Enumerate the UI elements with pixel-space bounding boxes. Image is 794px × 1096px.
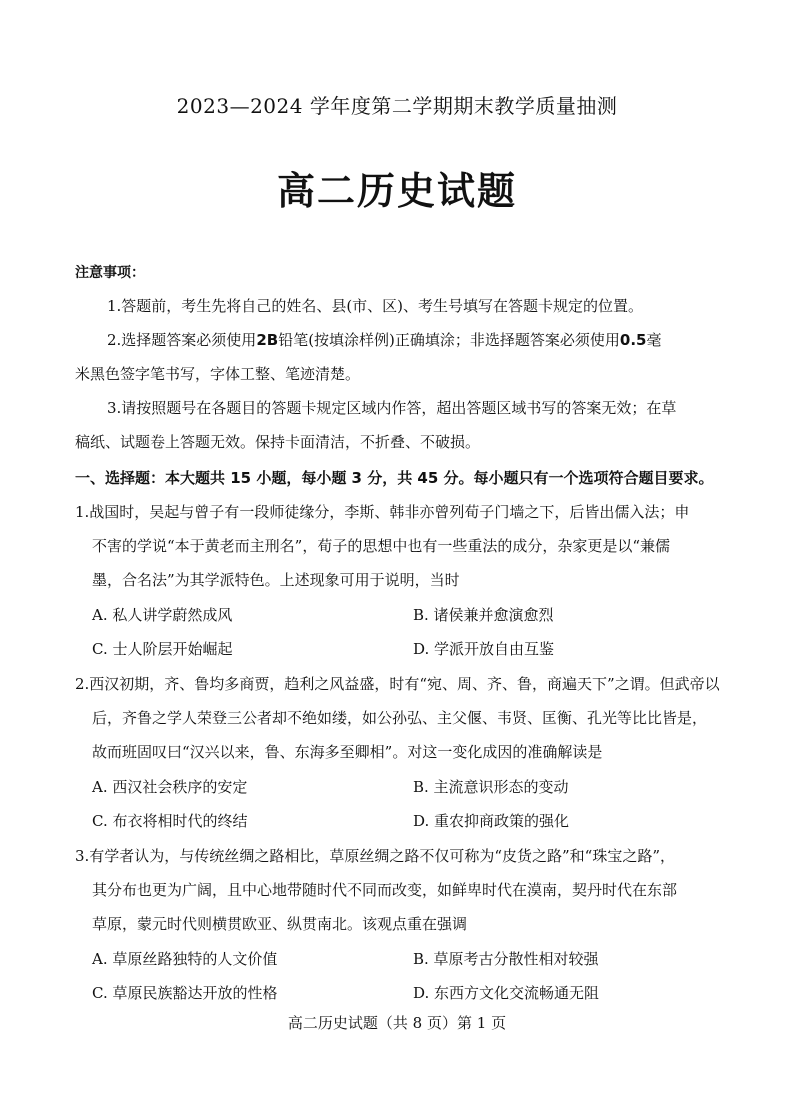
question-2-line-2: 后，齐鲁之学人荣登三公者却不绝如缕，如公孙弘、主父偃、韦贤、匡衡、孔光等比比皆是，	[92, 709, 708, 727]
question-3-option-c: C. 草原民族豁达开放的性格	[92, 984, 278, 1002]
notice-item-2	[107, 330, 662, 350]
question-3-option-b: B. 草原考古分散性相对较强	[413, 950, 599, 968]
question-2-option-d: D. 重农抑商政策的强化	[413, 812, 570, 830]
question-2-option-b: B. 主流意识形态的变动	[413, 778, 569, 796]
notice-heading: 注意事项：	[75, 265, 145, 281]
question-1-option-c: C. 士人阶层开始崛起	[92, 640, 233, 658]
question-2-line-1: 2.西汉初期，齐、鲁均多商贾，趋利之风益盛，时有“宛、周、齐、鲁，商遍天下”之谓。但武帝以	[75, 675, 720, 693]
question-3-option-d: D. 东西方文化交流畅通无阻	[413, 984, 600, 1002]
notice-item-3-line-2: 稿纸、试题卷上答题无效。保持卡面清洁，不折叠、不破损。	[75, 433, 481, 451]
question-1-option-b: B. 诸侯兼并愈演愈烈	[413, 606, 554, 624]
question-1-line-1: 1.战国时，吴起与曾子有一段师徒缘分，李斯、韩非亦曾列荀子门墙之下，后皆出儒入法；申	[75, 503, 690, 521]
notice-item-2-pencil: 2B	[256, 331, 279, 349]
page-footer: 高二历史试题（共 8 页）第 1 页	[287, 1014, 507, 1032]
notice-item-3: 3.请按照题号在各题目的答题卡规定区域内作答，超出答题区域书写的答案无效；在草	[107, 399, 677, 417]
question-3-line-2: 其分布也更为广阔，且中心地带随时代不同而改变，如鲜卑时代在漠南，契丹时代在东部	[92, 881, 678, 899]
notice-item-2-line-2: 米黑色签字笔书写，字体工整、笔迹清楚。	[75, 365, 361, 383]
question-1-option-d: D. 学派开放自由互鉴	[413, 640, 555, 658]
notice-item-2-part-a: 2.选择题答案必须使用	[107, 331, 257, 349]
question-2-option-c: C. 布衣将相时代的终结	[92, 812, 248, 830]
question-1-option-a: A. 私人讲学蔚然成风	[92, 606, 233, 624]
question-2-option-a: A. 西汉社会秩序的安定	[92, 778, 248, 796]
question-1-line-2: 不害的学说“本于黄老而主刑名”，荀子的思想中也有一些重法的成分，杂家更是以“兼儒	[92, 537, 671, 555]
exam-title: 高二历史试题	[276, 169, 517, 213]
notice-item-2-size: 0.5	[619, 331, 647, 349]
question-3-line-1: 3.有学者认为，与传统丝绸之路相比，草原丝绸之路不仅可称为“皮货之路”和“珠宝之路”，	[75, 847, 675, 865]
section-heading: 一、选择题：本大题共 15 小题，每小题 3 分，共 45 分。每小题只有一个选项符合题目要求。	[75, 469, 714, 487]
question-1-line-3: 墨，合名法”为其学派特色。上述现象可用于说明，当时	[92, 571, 460, 589]
notice-item-2-part-e: 毫	[646, 331, 662, 349]
question-3-option-a: A. 草原丝路独特的人文价值	[92, 950, 278, 968]
exam-header: 2023—2024 学年度第二学期期末教学质量抽测	[176, 94, 618, 118]
notice-item-2-part-c: 铅笔(按填涂样例)正确填涂；非选择题答案必须使用	[278, 331, 620, 349]
question-2-line-3: 故而班固叹曰“汉兴以来，鲁、东海多至卿相”。对这一变化成因的准确解读是	[92, 743, 603, 761]
notice-item-1: 1.答题前，考生先将自己的姓名、县(市、区)、考生号填写在答题卡规定的位置。	[107, 297, 644, 315]
question-3-line-3: 草原，蒙元时代则横贯欧亚、纵贯南北。该观点重在强调	[92, 915, 468, 933]
